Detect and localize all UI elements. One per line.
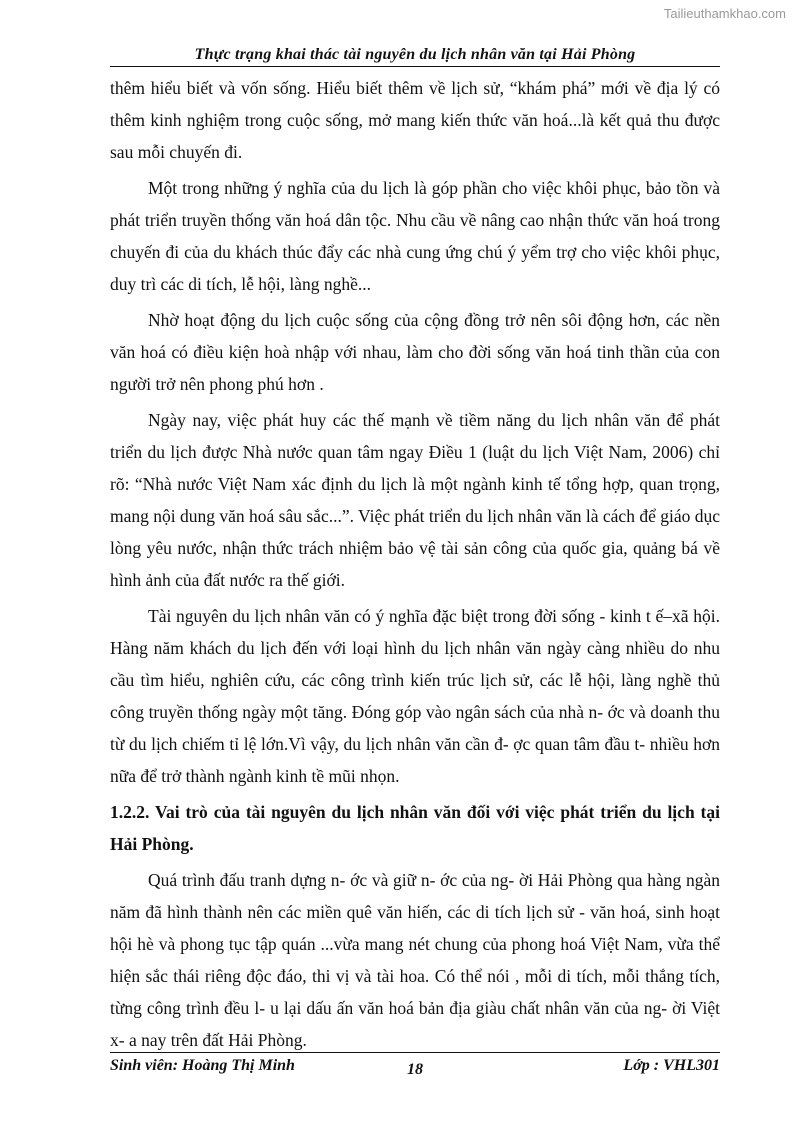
- section-heading: 1.2.2. Vai trò của tài nguyên du lịch nhân văn đối với việc phát triển du lịch tại Hải Phòng.: [110, 802, 720, 854]
- watermark-text: Tailieuthamkhao.com: [663, 6, 786, 21]
- page-header: [110, 46, 720, 67]
- section-paragraph: Quá trình đấu tranh dựng n- ớc và giữ n- ớc của ng- ời Hải Phòng qua hàng ngàn năm đã hình thành nên các miền quê văn hiến, các di tích lịch sử - văn hoá, sinh hoạt hội hè và phong tục tập quán ...vừa mang nét chung của phong hoá Việt Nam, vừa thể hiện sắc thái riêng độc đáo, thi vị và tài hoa. Có thể nói , mỗi di tích, mỗi thắng tích, từng công trình đều l- u lại dấu ấn văn hoá bản địa giàu chất nhân văn của ng- ời Việt x- a nay trên đất Hải Phòng.: [110, 870, 720, 1050]
- paragraph-2: Một trong những ý nghĩa của du lịch là góp phần cho việc khôi phục, bảo tồn và phát triển truyền thống văn hoá dân tộc. Nhu cầu về nâng cao nhận thức văn hoá trong chuyến đi của du khách thúc đẩy các nhà cung ứng chú ý yểm trợ cho việc khôi phục, duy trì các di tích, lễ hội, làng nghề...: [110, 178, 720, 294]
- paragraph-1: thêm hiểu biết và vốn sống. Hiểu biết thêm về lịch sử, “khám phá” mới về địa lý có thêm kinh nghiệm trong cuộc sống, mở mang kiến thức văn hoá...là kết quả thu được sau mỗi chuyến đi.: [110, 78, 720, 162]
- paragraph-3: Nhờ hoạt động du lịch cuộc sống của cộng đồng trở nên sôi động hơn, các nền văn hoá có điều kiện hoà nhập với nhau, làm cho đời sống văn hoá tinh thần của con người trở nên phong phú hơn .: [110, 310, 720, 394]
- page-footer: [110, 1052, 720, 1081]
- document-body: [110, 72, 720, 1060]
- paragraph-4: Ngày nay, việc phát huy các thế mạnh về tiềm năng du lịch nhân văn để phát triển du lịch được Nhà nước quan tâm ngay Điều 1 (luật du lịch Việt Nam, 2006) chỉ rõ: “Nhà nước Việt Nam xác định du lịch là một ngành kinh tế tổng hợp, quan trọng, mang nội dung văn hoá sâu sắc...”. Việc phát triển du lịch nhân văn là cách để giáo dục lòng yêu nước, nhận thức trách nhiệm bảo vệ tài sản công của quốc gia, quảng bá về hình ảnh của đất nước ra thế giới.: [110, 410, 720, 590]
- paragraph-5: Tài nguyên du lịch nhân văn có ý nghĩa đặc biệt trong đời sống - kinh t ế–xã hội. Hàng năm khách du lịch đến với loại hình du lịch nhân văn ngày càng nhiều do nhu cầu tìm hiểu, nghiên cứu, các công trình kiến trúc lịch sử, các lễ hội, làng nghề thủ công truyền thống ngày một tăng. Đóng góp vào ngân sách của nhà n- ớc và doanh thu từ du lịch chiếm tỉ lệ lớn.Vì vậy, du lịch nhân văn cần đ- ợc quan tâm đầu t- nhiều hơn nữa để trở thành ngành kinh tề mũi nhọn.: [110, 606, 720, 786]
- footer-student-name: Sinh viên: Hoàng Thị Minh: [110, 1057, 295, 1074]
- footer-class-code: Lớp : VHL301: [623, 1057, 720, 1074]
- header-title: Thực trạng khai thác tài nguyên du lịch nhân văn tại Hải Phòng: [194, 46, 636, 63]
- page-number: 18: [407, 1061, 423, 1078]
